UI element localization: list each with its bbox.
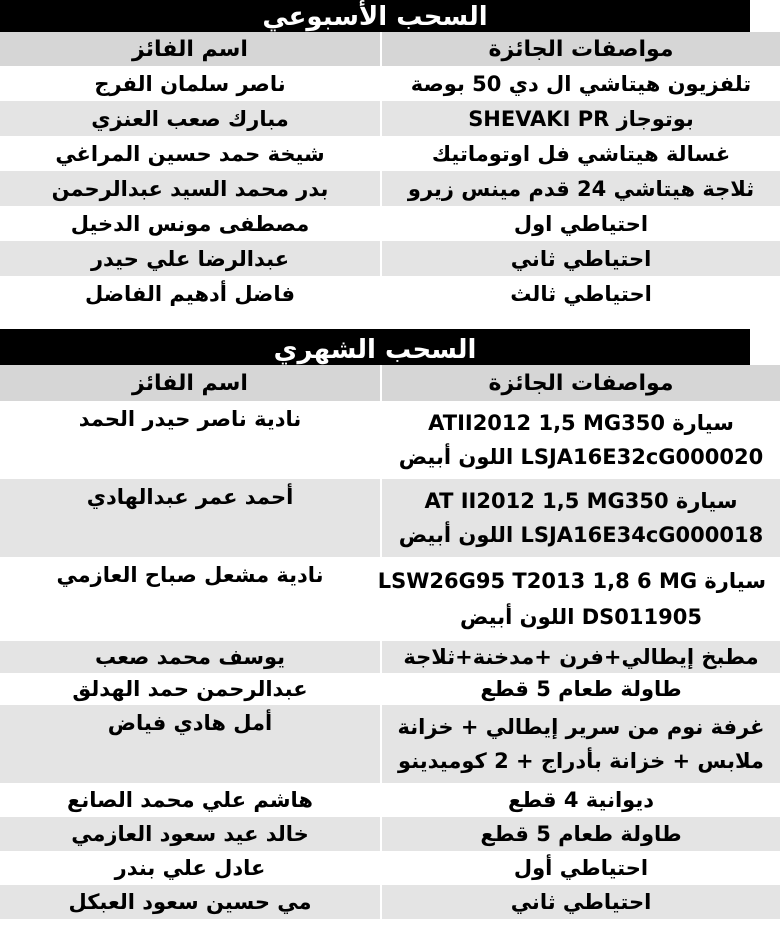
prize-line: LSJA16E34cG000018 اللون أبيض <box>398 523 764 547</box>
table-row <box>0 401 780 479</box>
weekly-col-prize: مواصفات الجائزة <box>488 36 674 62</box>
weekly-col-winner: اسم الفائز <box>0 32 381 66</box>
winner-cell: نادية مشعل صباح العازمي <box>0 557 381 641</box>
table-row <box>0 276 780 311</box>
prize-cell: تلفزيون هيتاشي ال دي 50 بوصة <box>410 71 752 96</box>
table-row <box>0 705 780 783</box>
table-row <box>0 479 780 557</box>
winner-cell: مي حسين سعود العبكل <box>0 885 381 919</box>
winner-cell: هاشم علي محمد الصانع <box>0 783 381 817</box>
winner-cell: خالد عيد سعود العازمي <box>0 817 381 851</box>
table-row <box>0 557 780 641</box>
prize-line: ملابس + خزانة بأدراج + 2 كوميدينو <box>398 749 764 773</box>
table-row <box>0 241 780 276</box>
prize-cell <box>377 557 780 641</box>
winner-cell: نادية ناصر حيدر الحمد <box>0 401 381 479</box>
prize-cell <box>381 479 780 557</box>
weekly-draw-header <box>0 0 750 32</box>
prize-cell: احتياطي أول <box>513 856 649 880</box>
prize-cell: مطبخ إيطالي+فرن +مدخنة+ثلاجة <box>403 645 759 669</box>
prize-cell: احتياطي ثالث <box>510 281 652 306</box>
table-row <box>0 101 780 136</box>
prize-cell: احتياطي ثاني <box>510 246 652 271</box>
winner-cell: شيخة حمد حسين المراغي <box>0 136 381 171</box>
prize-cell: ديوانية 4 قطع <box>507 788 655 812</box>
table-row <box>0 783 780 817</box>
prize-line: غرفة نوم من سرير إيطالي + خزانة <box>397 715 765 739</box>
prize-cell: بوتوجاز SHEVAKI PR <box>468 106 694 131</box>
winner-cell: مبارك صعب العنزي <box>0 101 381 136</box>
monthly-draw-title: السحب الشهري <box>273 335 477 365</box>
table-row <box>0 206 780 241</box>
weekly-table-header-row <box>0 32 780 66</box>
winner-cell: عادل علي بندر <box>0 851 381 885</box>
prize-line: سيارة AT II2012 1,5 MG350 <box>424 489 738 513</box>
table-row <box>0 885 780 919</box>
table-row <box>0 673 780 705</box>
table-row <box>0 817 780 851</box>
table-row <box>0 641 780 673</box>
monthly-draw-header <box>0 329 750 365</box>
prize-cell: احتياطي ثاني <box>510 890 652 914</box>
winner-cell: ناصر سلمان الفرج <box>0 66 381 101</box>
prize-line: LSJA16E32cG000020 اللون أبيض <box>398 445 764 469</box>
winner-cell: أحمد عمر عبدالهادي <box>0 479 381 557</box>
prize-cell <box>381 401 780 479</box>
weekly-draw-table <box>0 32 780 311</box>
table-row <box>0 66 780 101</box>
weekly-draw-title: السحب الأسبوعي <box>262 2 488 32</box>
monthly-draw-table <box>0 365 780 919</box>
prize-line: سيارة ATII2012 1,5 MG350 <box>428 411 734 435</box>
winner-cell: عبدالرحمن حمد الهدلق <box>0 673 381 705</box>
table-row <box>0 171 780 206</box>
winner-cell: فاضل أدهيم الفاضل <box>0 276 381 311</box>
table-row <box>0 136 780 171</box>
winner-cell: عبدالرضا علي حيدر <box>0 241 381 276</box>
monthly-col-winner: اسم الفائز <box>0 365 381 401</box>
monthly-table-header-row <box>0 365 780 401</box>
table-row <box>0 851 780 885</box>
prize-cell: غسالة هيتاشي فل اوتوماتيك <box>431 141 731 166</box>
prize-cell: ثلاجة هيتاشي 24 قدم مينس زيرو <box>407 176 755 201</box>
prize-cell: طاولة طعام 5 قطع <box>480 822 682 846</box>
prize-cell: احتياطي اول <box>513 211 649 236</box>
winner-cell: أمل هادي فياض <box>0 705 381 783</box>
winner-cell: بدر محمد السيد عبدالرحمن <box>0 171 381 206</box>
winner-cell: مصطفى مونس الدخيل <box>0 206 381 241</box>
prize-cell <box>381 705 780 783</box>
prize-cell: طاولة طعام 5 قطع <box>480 677 682 701</box>
monthly-col-prize: مواصفات الجائزة <box>488 370 674 396</box>
prize-line: DS011905 اللون أبيض <box>460 605 702 629</box>
winner-cell: يوسف محمد صعب <box>0 641 381 673</box>
prize-line: سيارة LSW26G95 T2013 1,8 6 MG <box>377 569 766 593</box>
